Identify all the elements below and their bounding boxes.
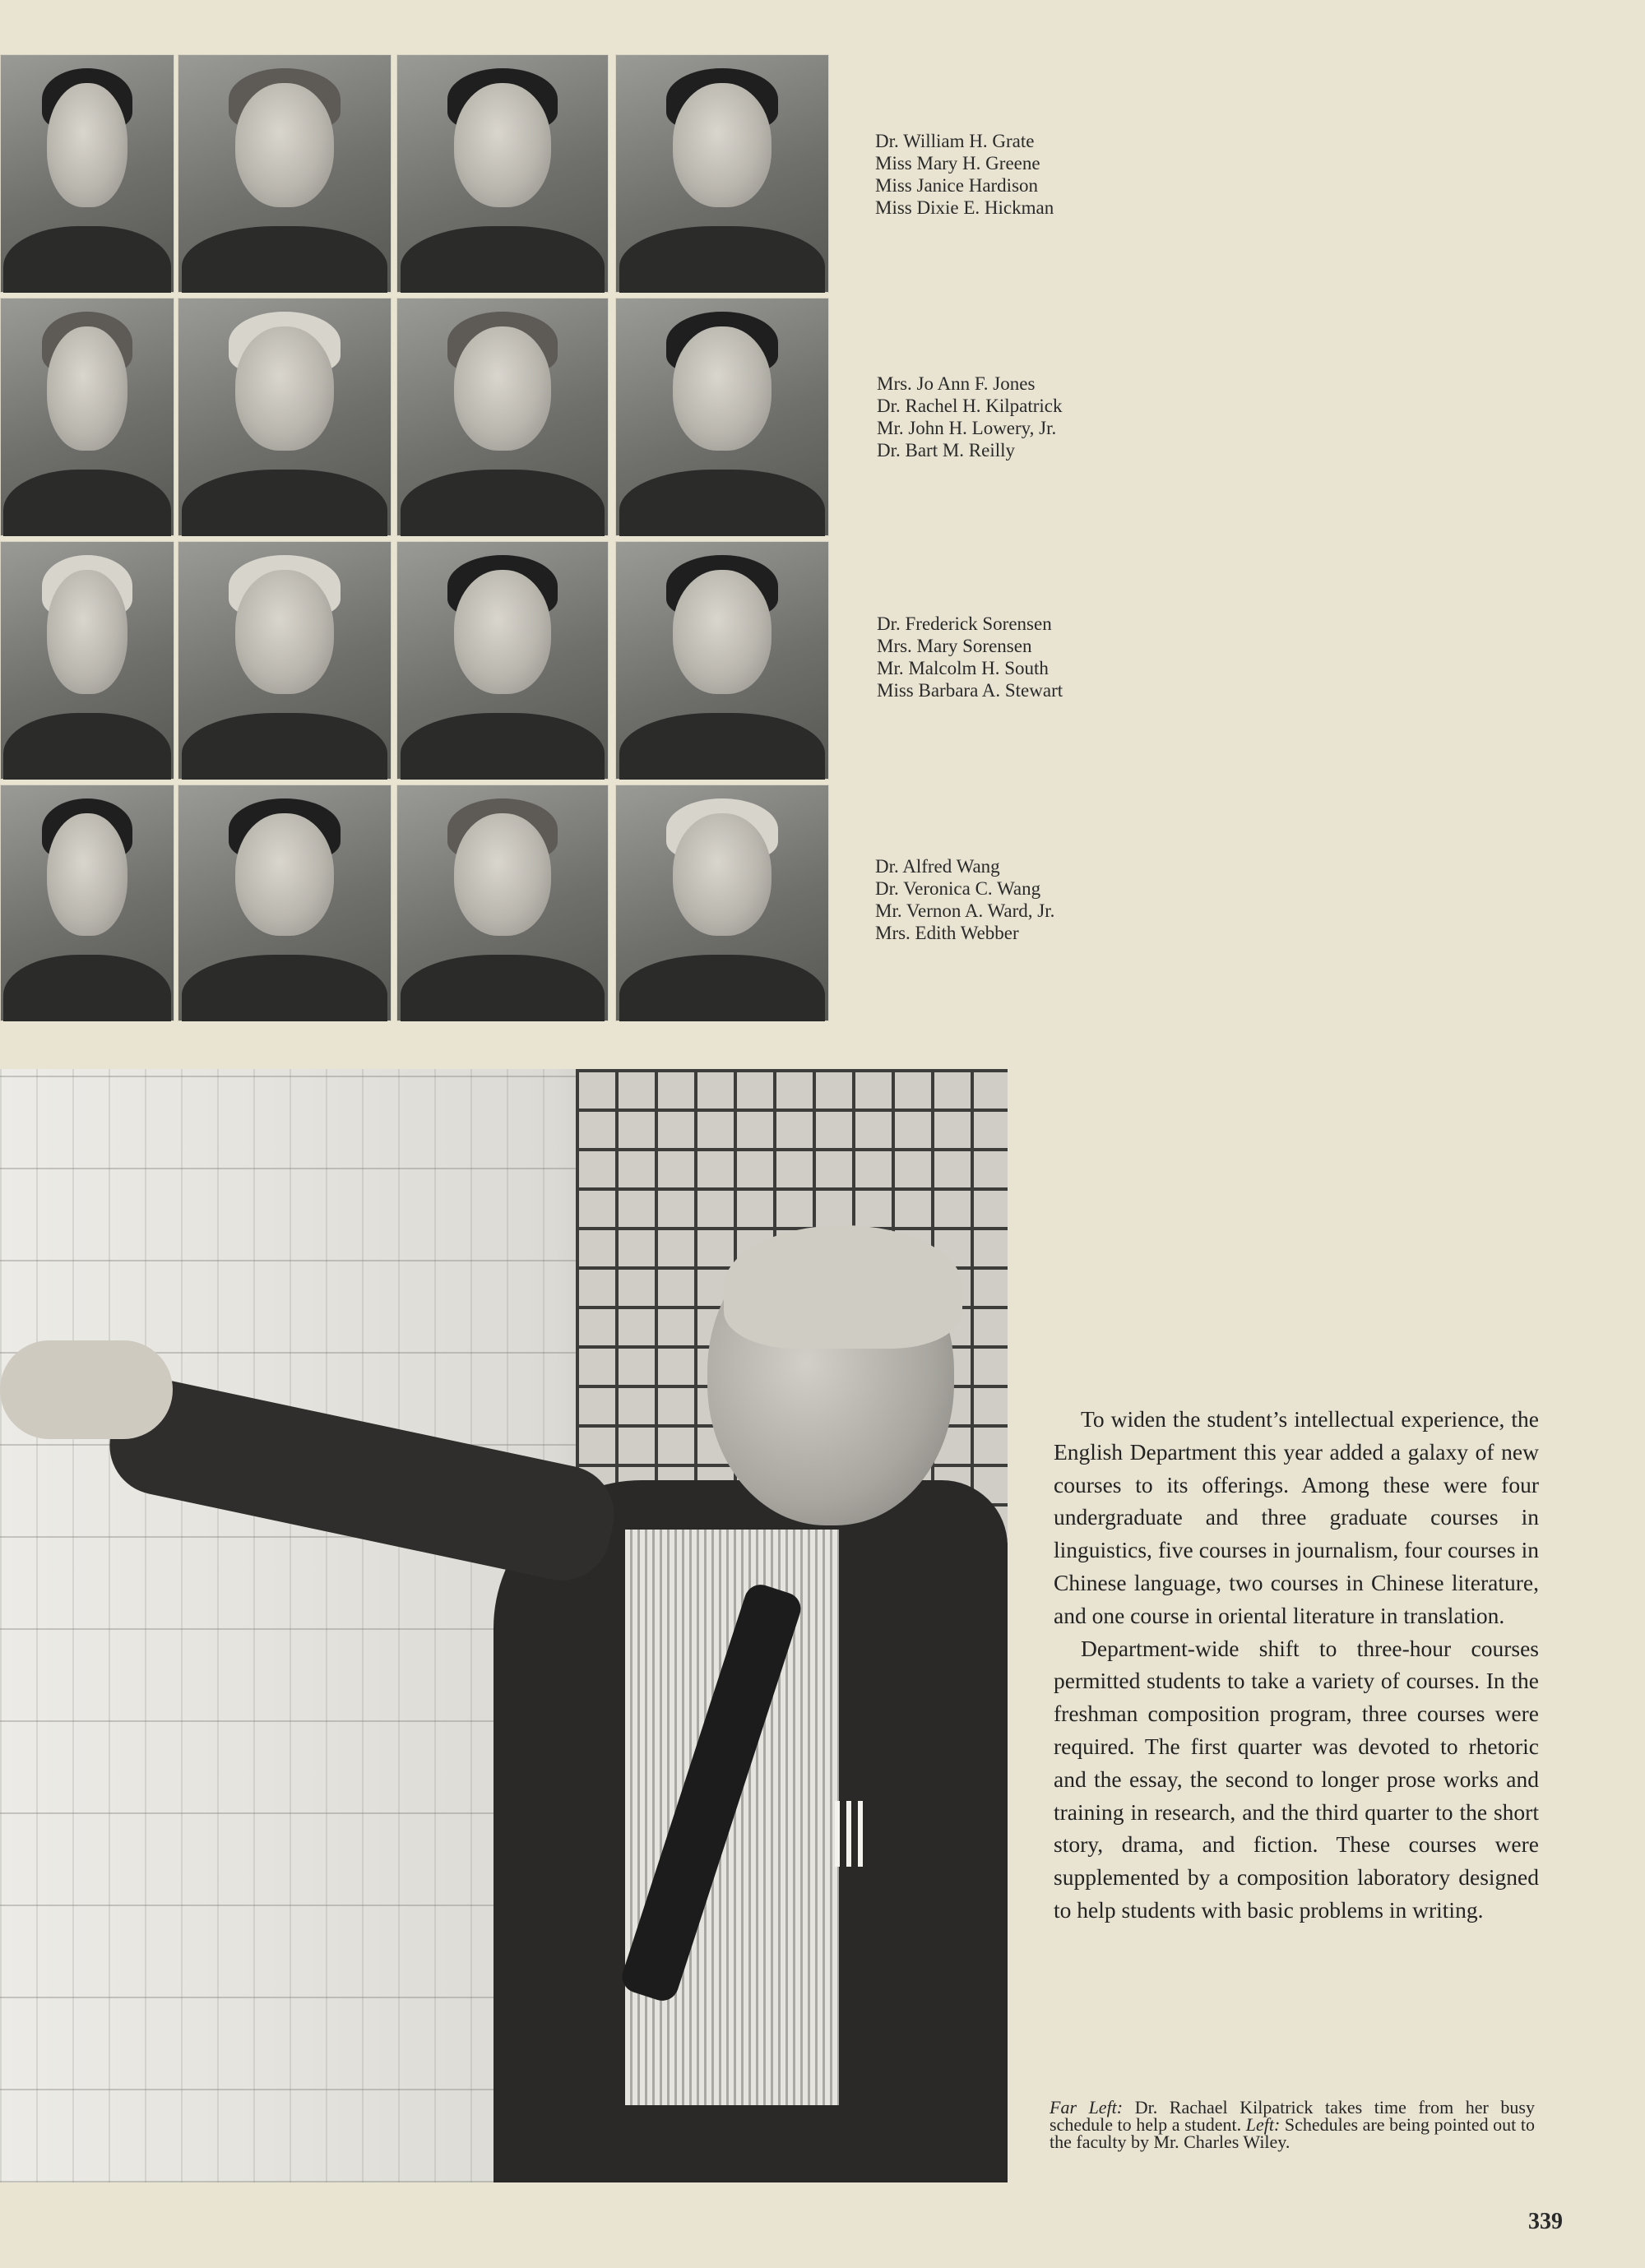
portrait-grate <box>0 54 174 293</box>
faculty-name: Mr. Vernon A. Ward, Jr. <box>875 900 1055 921</box>
faculty-name: Dr. William H. Grate <box>875 131 1035 151</box>
portrait-lowery <box>396 298 609 536</box>
pocket-pens <box>835 1801 868 1875</box>
article-paragraph-2: Department-wide shift to three-hour courses permitted students to take a variety of courses. In the freshman composition program, three courses were required. The first quarter was devoted to rhetoric and the essay, the second to longer prose works and training in research, and the third quarter to the short story, drama, and fiction. These courses were supplemented by a composition laboratory designed to help students with basic problems in writing. <box>1054 1635 1539 1923</box>
portrait-a-wang <box>0 785 174 1021</box>
names-row-3 <box>877 613 1063 701</box>
caption-label-left: Left: <box>1245 2114 1281 2135</box>
portrait-reilly <box>615 298 829 536</box>
portrait-f-sorensen <box>0 541 174 780</box>
caption-label-far-left: Far Left: <box>1050 2097 1124 2118</box>
portrait-south <box>396 541 609 780</box>
caption-text-1: Dr. Rachael Kilpatrick takes time from her busy schedule to help a student. <box>1050 2097 1535 2135</box>
faculty-name: Dr. Frederick Sorensen <box>877 613 1052 634</box>
portrait-ward <box>396 785 609 1021</box>
schedule-board-photo <box>0 1069 1008 2182</box>
faculty-name: Dr. Bart M. Reilly <box>877 440 1016 461</box>
faculty-name: Mr. John H. Lowery, Jr. <box>877 418 1057 438</box>
faculty-portrait-grid <box>0 54 831 1021</box>
article-paragraph-1: To widen the student’s intellectual experience, the English Department this year added a galaxy of new courses to its offerings. Among these were four undergraduate and three graduate courses in linguistics, five courses in journalism, four courses in Chinese language, two courses in Chinese literature, and one course in oriental literature in translation. <box>1054 1406 1539 1628</box>
faculty-name: Dr. Rachel H. Kilpatrick <box>877 396 1063 416</box>
portrait-hardison <box>396 54 609 293</box>
portrait-kilpatrick <box>178 298 392 536</box>
article-body <box>1054 1403 1539 1927</box>
page-number: 339 <box>1528 2209 1563 2234</box>
faculty-name: Dr. Veronica C. Wang <box>875 878 1041 899</box>
man-arm <box>100 1371 623 1590</box>
man-hair <box>724 1225 962 1349</box>
faculty-name: Mrs. Mary Sorensen <box>877 636 1032 656</box>
faculty-name: Mrs. Edith Webber <box>875 923 1019 943</box>
faculty-name: Miss Barbara A. Stewart <box>877 680 1063 701</box>
faculty-name: Mr. Malcolm H. South <box>877 658 1049 678</box>
portrait-m-sorensen <box>178 541 392 780</box>
faculty-name: Mrs. Jo Ann F. Jones <box>877 373 1036 394</box>
portrait-v-wang <box>178 785 392 1021</box>
names-row-1 <box>875 130 1054 219</box>
names-row-2 <box>877 373 1062 461</box>
photo-caption <box>1050 2099 1535 2150</box>
faculty-name: Miss Dixie E. Hickman <box>875 197 1054 218</box>
portrait-webber <box>615 785 829 1021</box>
caption-text-2: Schedules are being pointed out to the faculty by Mr. Charles Wiley. <box>1050 2114 1535 2152</box>
portrait-jones <box>0 298 174 536</box>
names-row-4 <box>875 855 1054 944</box>
portrait-stewart <box>615 541 829 780</box>
faculty-name: Miss Janice Hardison <box>875 175 1039 196</box>
man-hand <box>0 1340 173 1439</box>
faculty-name: Miss Mary H. Greene <box>875 153 1040 174</box>
portrait-hickman <box>615 54 829 293</box>
faculty-name: Dr. Alfred Wang <box>875 856 1000 877</box>
portrait-greene <box>178 54 392 293</box>
